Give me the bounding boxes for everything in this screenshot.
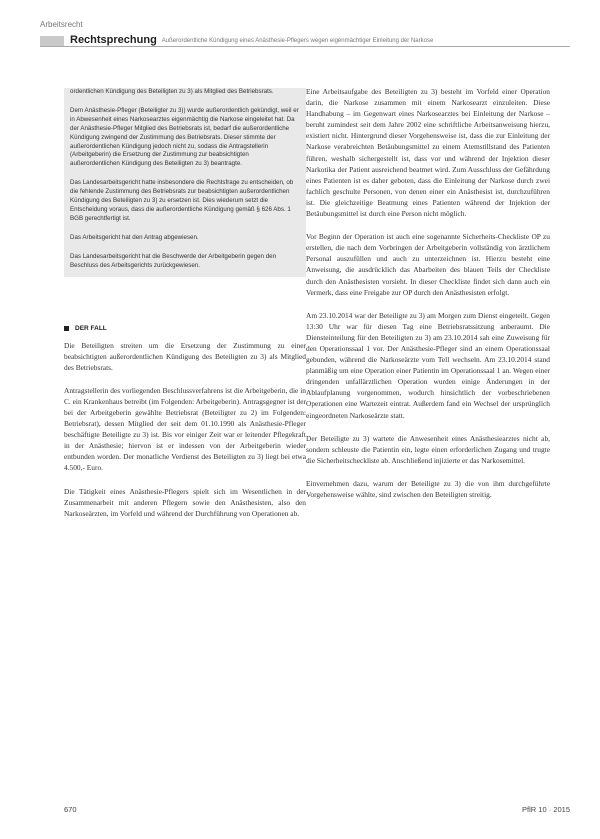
summary-paragraph: Das Landesarbeitsgericht hatte insbesondere die Rechtsfrage zu entscheiden, ob die fehlende Zustimmung des Betriebsrats zur beabsichtigten außerordentlichen Kündigung des Beteiligten zu 3) zu ersetzen ist. Dies wiederum setzt die Entscheidung voraus, dass die außerordentliche Kündigung gemäß § 626 Abs. 1 BGB gerechtfertigt ist.: [70, 179, 294, 222]
right-column: [306, 86, 550, 512]
summary-box: [64, 88, 306, 277]
summary-paragraph: ordentlichen Kündigung des Beteiligten zu 3) als Mitglied des Betriebsrats.: [70, 88, 274, 95]
header-subtitle: Außerordentliche Kündigung eines Anästhesie-Pflegers wegen eigenmächtiger Einleitung der Narkose: [161, 38, 434, 44]
bullet-square-icon: [64, 326, 69, 331]
body-paragraph: Eine Arbeitsaufgabe des Beteiligten zu 3) besteht im Vorfeld einer Operation darin, die Narkose zusammen mit einem Narkosearzt einzuleiten. Diese Handhabung – im Gegenwart eines Narkosearztes bei Einleitung der Narkose – beruht zumindest seit dem Jahre 2002 eine schriftliche Arbeitsanweisung hierzu, existiert nicht. Hintergrund dieser Vorgehensweise ist, dass die zur Einleitung der Narkose verabreichten Betäubungsmittel zu einem Atemstillstand des Patienten führen, weshalb sichergestellt ist, dass vor und während der Injektion dieser Narkotika der Patient ausreichend beatmet wird. Zum Ausschluss der Gefährdung eines Patienten ist es daher geboten, dass die Einleitung der Narkose durch zwei fachlich geschulte Personen, von denen einer ein Anästhesist ist, durchzuführen ist. Die gleichzeitige Beatmung eines Patienten während der Injektion der Betäubungsmittel ist durch eine Person nicht möglich.: [306, 87, 550, 219]
left-column: [64, 88, 306, 531]
body-paragraph: Die Tätigkeit eines Anästhesie-Pflegers spielt sich im Wesentlichen in der Zusammenarbeit mit anderen Pflegern sowie den Anästhesisten, also den Narkoseärzten, im Vorfeld und während der Durchführung von Operationen ab.: [64, 486, 306, 518]
section-heading: [64, 325, 306, 332]
body-paragraph: Die Beteiligten streiten um die Ersetzung der Zustimmung zu einer beabsichtigten außerordentlichen Kündigung des Beteiligten zu 3) als Mitglied des Betriebsrats.: [64, 340, 306, 372]
body-text-left: [64, 340, 306, 519]
body-paragraph: Antragstellerin des vorliegenden Beschlussverfahrens ist die Arbeitgeberin, die in C. ein Krankenhaus betreibt (im Folgenden: Arbeitgeberin). Antragsgegner ist der bei der Arbeitgeberin gewählte Betriebsrat (Beteiligter zu 2) im Folgenden: Betriebsrat), dessen Mitglied der seit dem 01.10.1990 als Anästhesie-Pfleger beschäftigte Beteiligte zu 3) ist. Bis vor einiger Zeit war er leitender Pflegekraft in der Anästhesie; hiervon ist er indessen von der Arbeitgeberin wieder entbunden worden. Der monatliche Verdienst des Beteiligten zu 3) liegt bei etwa 4.500,- Euro.: [64, 385, 306, 473]
section-heading-text: DER FALL: [75, 324, 107, 332]
section-label: Arbeitsrecht: [40, 20, 83, 29]
body-paragraph: Der Beteiligte zu 3) wartete die Anwesenheit eines Anästhesiearztes nicht ab, sondern schleuste die Patientin ein, legte einen erforderlichen Zugang und trugte die Sicherheitscheckliste ab. Anschließend injizierte er das Narkosemittel.: [306, 433, 550, 465]
body-paragraph: Am 23.10.2014 war der Beteiligte zu 3) am Morgen zum Dienst eingeteilt. Gegen 13:30 Uhr war für diesen Tag eine Betriebsratssitzung anberaumt. Die Diensteinteilung für den Beteiligten zu 3) am 23.10.2014 sah eine Zuweisung für den Operationssaal 1 vor. Der Anästhesie-Pfleger sind an einem Operationssaal gebunden, während die Narkoseärzte vom Tell wechseln. Am 23.10.2014 stand planmäßig um eine Operation einer Patientin im Operationssaal 1 an. Wegen einer dringenden unfallärztlichen Operation wurden einige Änderungen in der Ablaufplanung vorgenommen, wodurch hinsichtlich der vorbeschriebenen Operationen eine Wartezeit eintrat. Außerdem fand ein Wechsel der ursprünglich eingeordneten Narkoseärzte statt.: [306, 310, 550, 420]
running-header: [40, 32, 570, 47]
summary-paragraph: Dem Anästhesie-Pfleger (Beteiligter zu 3)) wurde außerordentlich gekündigt, weil er in Abwesenheit eines Narkosearztes eigenmächtig die Narkose eingeleitet hat. Da der Anästhesie-Pfleger Mitglied des Betriebsrats ist, bedarf die außerordentliche Kündigung zwingend der Zustimmung des Betriebsrats. Dieser stimmte der außerordentlichen Kündigung jedoch nicht zu, sodass die Antragstellerin (Arbeitgeberin) die Ersetzung der Zustimmung zur beabsichtigten außerordentlichen Kündigung des Beteiligten zu 3) beantragte.: [70, 106, 299, 168]
body-paragraph: Vor Beginn der Operation ist auch eine sogenannte Sicherheits-Checkliste OP zu erstellen, die nach dem Vorbringen der Arbeitgeberin vollständig von ärztlichem Personal auszufüllen und auch zu unterzeichnen ist. Hierzu besteht eine Anweisung, die ausdrücklich das Abarbeiten des blauen Teils der Checkliste durch den Anästhesisten vorsieht. In dieser Checkliste findet sich dann auch ein Vermerk, dass eine Freigabe zur OP durch den Anästhesisten erfolgt.: [306, 232, 550, 297]
journal-issue: PflR 10 · 2015: [522, 805, 570, 814]
header-title: Rechtsprechung: [70, 34, 157, 46]
page-number: 670: [64, 805, 77, 814]
body-paragraph: Einvernehmen dazu, warum der Beteiligte zu 3) die von ihm durchgeführte Vorgehensweise wählte, sind zwischen den Beteiligten streitig.: [306, 478, 550, 499]
summary-paragraph: Das Landesarbeitsgericht hat die Beschwerde der Arbeitgeberin gegen den Beschluss des Arbeitsgerichts zurückgewiesen.: [70, 252, 277, 269]
header-bar: [40, 36, 64, 46]
summary-paragraph: Das Arbeitsgericht hat den Antrag abgewiesen.: [70, 233, 199, 241]
